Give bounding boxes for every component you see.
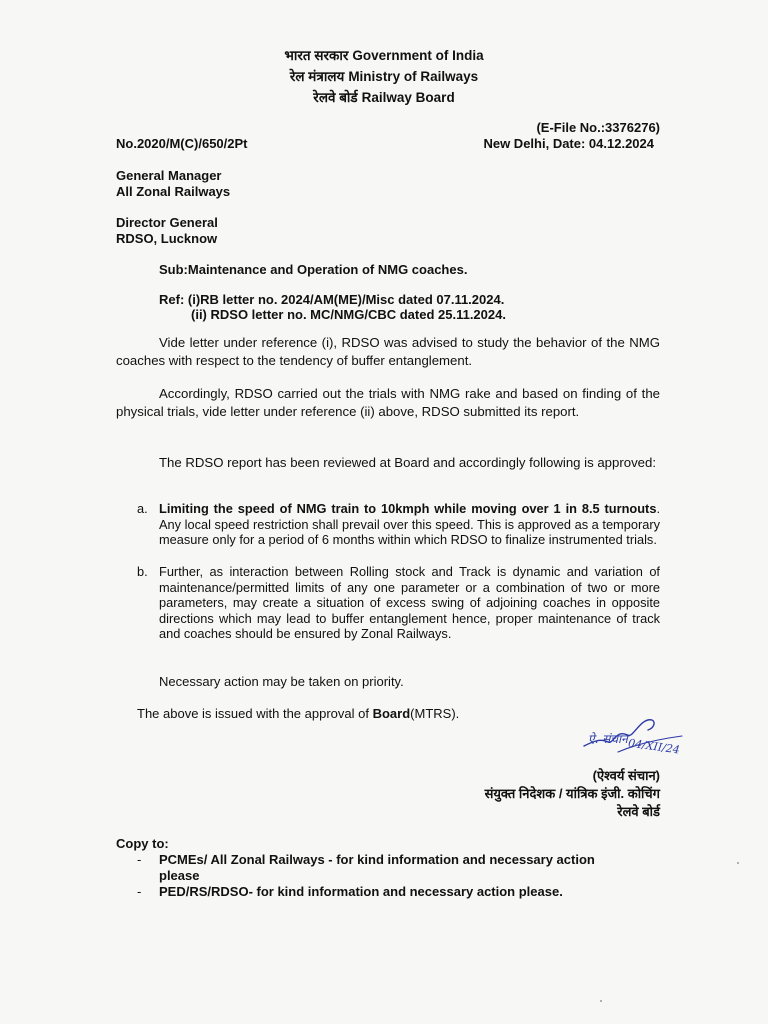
copy-to-dash-2: -: [137, 884, 142, 899]
body-paragraph-1: Vide letter under reference (i), RDSO was advised to study the behavior of the NMG coaches with respect to the tendency of buffer entanglement.: [116, 335, 660, 368]
addressee-2-org: RDSO, Lucknow: [116, 231, 218, 246]
letterhead-line-3: [0, 88, 768, 106]
copy-to-heading: Copy to:: [116, 836, 169, 851]
signatory-office: रेलवे बोर्ड: [617, 804, 660, 819]
approval-authority: Board: [372, 706, 411, 721]
list-marker-a: a.: [137, 501, 148, 516]
body-paragraph-2: Accordingly, RDSO carried out the trials with NMG rake and based on finding of the physical trials, vide letter under reference (ii) above, RDSO submitted its report.: [116, 386, 660, 419]
copy-to-item-1: [159, 852, 595, 884]
signature-handwritten-name: ऐ. संचान: [588, 732, 628, 746]
approval-prefix: The above is issued with the approval of: [137, 706, 373, 721]
letterhead-english-1: Government of India: [352, 48, 484, 63]
reference-line-2: (ii) RDSO letter no. MC/NMG/CBC dated 25.11.2024.: [191, 307, 506, 322]
list-item-a: [159, 501, 660, 548]
list-item-b: Further, as interaction between Rolling stock and Track is dynamic and variation of maintenance/permitted limits of any one parameter or a combination of two or more parameters, may create a situation of excess swing of adjoining coaches in opposite directions which may lead to buffer entanglement hence, proper maintenance of track and coaches should be ensured by Zonal Railways.: [159, 564, 660, 642]
addressee-2-title: Director General: [116, 215, 218, 230]
letterhead-hindi-3: रेलवे बोर्ड: [313, 90, 358, 105]
letterhead-line-2: [0, 67, 768, 85]
efile-number: (E-File No.:3376276): [536, 120, 660, 135]
copy-to-dash-1: -: [137, 852, 142, 867]
copy-to-item-1-line-1: PCMEs/ All Zonal Railways - for kind information and necessary action: [159, 852, 595, 867]
signature-handwritten-date: 04/XII/24: [627, 736, 681, 757]
list-marker-b: b.: [137, 564, 148, 579]
action-line: Necessary action may be taken on priority.: [159, 674, 404, 689]
letter-reference-number: No.2020/M(C)/650/2Pt: [116, 136, 248, 151]
list-item-a-text: . Any local speed restriction shall prevail over this speed. This is approved as a temporary measure only for a period of 6 months within which RDSO to finalize instrumented trials.: [159, 501, 660, 548]
copy-to-item-1-line-2: please: [159, 868, 200, 883]
letterhead-hindi-2: रेल मंत्रालय: [289, 69, 345, 84]
addressee-1-org: All Zonal Railways: [116, 184, 231, 199]
approval-suffix: (MTRS).: [410, 706, 460, 721]
letterhead-line-1: [0, 46, 768, 64]
body-paragraph-3: The RDSO report has been reviewed at Board and accordingly following is approved:: [159, 455, 657, 470]
letterhead-hindi-1: भारत सरकार: [284, 48, 349, 63]
list-item-a-emphasis: Limiting the speed of NMG train to 10kmph while moving over 1 in 8.5 turnouts: [159, 501, 657, 516]
signatory-designation: संयुक्त निदेशक / यांत्रिक इंजी. कोचिंग: [484, 786, 660, 801]
reference-line-1: Ref: (i)RB letter no. 2024/AM(ME)/Misc dated 07.11.2024.: [159, 292, 505, 307]
approval-line: [137, 706, 459, 721]
subject-line: Sub:Maintenance and Operation of NMG coaches.: [159, 262, 468, 277]
scan-speck: [600, 1000, 602, 1002]
letterhead-english-3: Railway Board: [361, 90, 455, 105]
signatory-name: (ऐश्वर्य संचान): [592, 768, 660, 783]
scan-speck: [737, 862, 739, 864]
addressee-1-title: General Manager: [116, 168, 222, 183]
letterhead-english-2: Ministry of Railways: [348, 69, 479, 84]
place-and-date: New Delhi, Date: 04.12.2024: [483, 136, 654, 151]
copy-to-item-2: PED/RS/RDSO- for kind information and necessary action please.: [159, 884, 563, 899]
